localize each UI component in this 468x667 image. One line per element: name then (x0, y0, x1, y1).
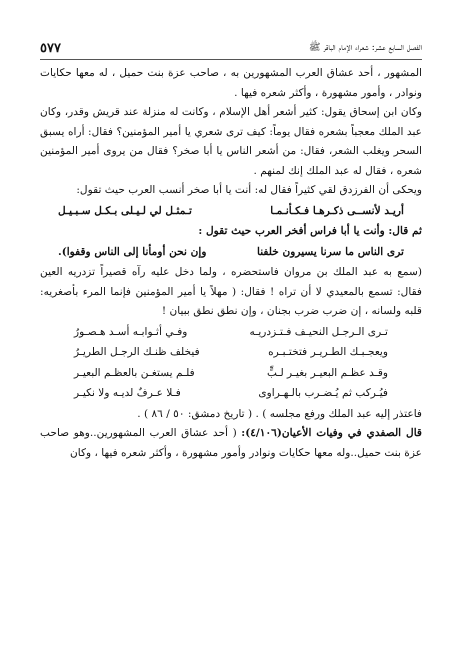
paragraph-1: المشهور ، أحد عشاق العرب المشهورين به ، صاحب عزة بنت حميل ، له معها حكايات ونوادر ، وأمور مشهورة ، وأكثر شعره فيها . (40, 67, 422, 99)
verse-2 (40, 243, 422, 263)
poem-line-1 (40, 323, 422, 343)
poem-line-4-first: فيُـركب ثم يُـضـرب بالـهـراوى (258, 387, 388, 399)
poem-line-4 (40, 384, 422, 404)
paragraph-7-source: قال الصفدي في وفيات الأعيان(٤/١٠٦): (241, 427, 422, 439)
poem-line-3-first: وقـد عظـم البعيـر بغيـر لـبٍّ (266, 366, 388, 379)
paragraph-4: ثم قال: وأنت يا أبا فراس أفخر العرب حيث تقول : (198, 225, 422, 237)
poem-line-4-second: فـلا عـرفٌ لديـه ولا نكيـر (74, 387, 181, 399)
verse-1 (40, 202, 422, 222)
poem-line-2-second: فيخلف ظنـك الرجـل الطريـرُ (74, 346, 200, 358)
paragraph-2: وكان ابن إسحاق يقول: كثير أشعر أهل الإسلام ، وكانت له منزلة عند قريش وقدر، وكان عبد الملك معجباً بشعره فقال يوماً: كيف ترى شعري يا أمير المؤمنين؟ فقال: أراه يسبق السحر ويغلب الشعر، فقال: من أشعر الناس يا أبا صخر؟ فقال من يروى أمير المؤمنين شعره ، فقال له عبد الملك إنك لمنهم . (40, 106, 422, 177)
verse-1-second-hemistich: تـمثـل لي لـيـلى بـكـل سـبـيـل (58, 204, 192, 217)
page-body (40, 64, 422, 657)
paragraph-7-text: ( أحد عشاق العرب المشهورين..وهو صاحب عزة بنت حميل..وله معها حكايات ونوادر وأمور مشهورة ، وأكثر شعره فيها ، وكان (40, 427, 422, 459)
page-header (40, 38, 422, 58)
paragraph-5: (سمع به عبد الملك بن مروان فاستحضره ، ولما دخل عليه رآه قصيراً تزدريه العين فقال: تسمع بالمعيدي لا أن تراه ! فقال: ( مهلاً يا أمير المؤمنين فإنما المرء بأصغريه: قلبه ولسانه ، إن ضرب ضرب بجنان ، وإن نطق نطق ببيان ! (40, 266, 422, 317)
chapter-title: الفصل السابع عشر: شعراء الإمام الباقر ﷺ (309, 42, 422, 53)
poem-line-1-second: وفـي أثـوابـه أسـد هـصـورُ (74, 325, 188, 338)
poem-line-3-second: فلـم يستغـن بالعظـم البعيـر (74, 366, 195, 379)
verse-2-first-hemistich: ترى الناس ما سرنا يسيرون خلفنا (256, 245, 404, 258)
verse-1-first-hemistich: أريـد لأنســى ذكـرهـا فـكـأنـمـا (270, 204, 404, 217)
paragraph-3: ويحكى أن الفرزدق لقي كثيراً فقال له: أنت يا أبا صخر أنسب العرب حيث تقول: (76, 184, 422, 196)
paragraph-6: فاعتذر إليه عبد الملك ورفع مجلسه ) . ( تاريخ دمشق: ٥٠ / ٨٦ ) . (137, 407, 422, 420)
poem-line-2-first: ويعجـبـك الطـريـر فتختـبـره (268, 346, 388, 358)
verse-2-second-hemistich: وإن نحن أومأنا إلى الناس وقفوا). (58, 245, 207, 258)
header-divider (40, 59, 422, 60)
poem-line-2 (40, 343, 422, 363)
poem-line-3 (40, 364, 422, 384)
page-number: ٥٧٧ (40, 40, 61, 56)
paragraph-7 (40, 424, 422, 463)
poem-line-1-first: تـرى الـرجـل النحيـف فـتـزدريـه (249, 325, 388, 338)
